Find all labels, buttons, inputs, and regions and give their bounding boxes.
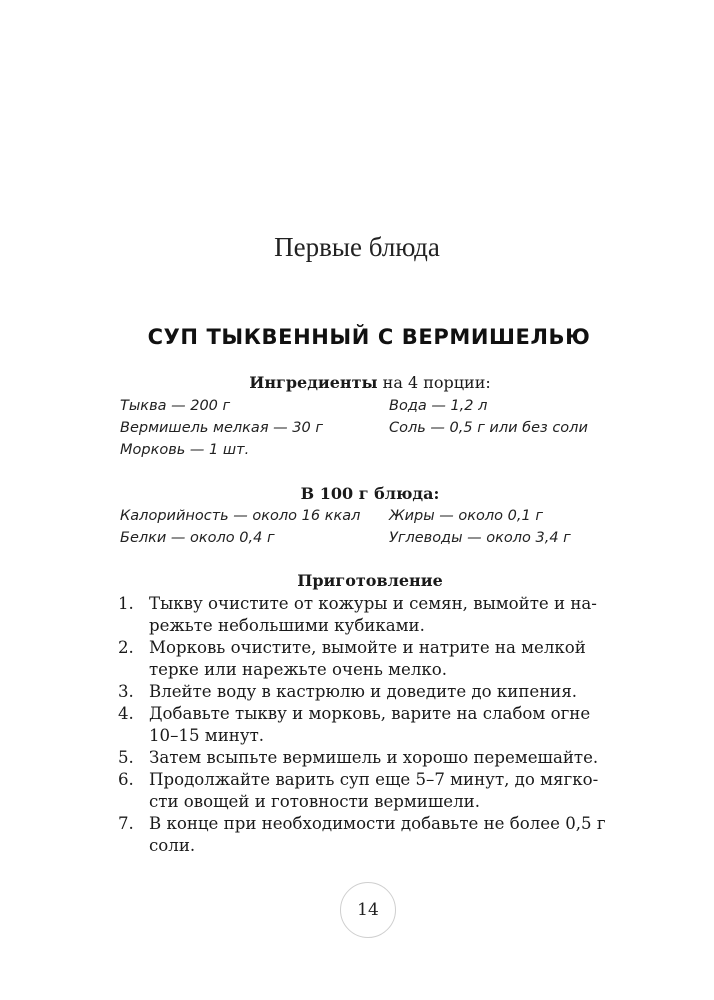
step-text: Добавьте тыкву и морковь, варите на слабом огне [149,704,591,723]
ingredient-item: Вермишель мелкая — 30 г [120,420,323,436]
ingredients-heading-line [0,373,714,392]
step-number: 1. [118,594,134,613]
step-text: Затем всыпьте вермишель и хорошо перемешайте. [149,748,599,767]
preparation-heading-line [0,571,714,590]
ingredient-item: Вода — 1,2 л [389,398,488,414]
step-text: 10–15 минут. [149,726,265,745]
step-item [118,637,618,681]
step-item [118,769,618,813]
step-text: Влейте воду в кастрюлю и доведите до кипения. [149,682,578,701]
step-number: 3. [118,682,134,701]
step-text: сти овощей и готовности вермишели. [149,792,480,811]
nutrition-item: Жиры — около 0,1 г [389,508,543,524]
page-number-text: 14 [357,900,379,920]
step-number: 5. [118,748,134,767]
ingredients-servings: на 4 порции: [382,373,491,392]
ingredients-heading: Ингредиенты [249,373,378,392]
section-title: Первые блюда [274,232,440,262]
step-text: Морковь очистите, вымойте и натрите на мелкой [149,638,586,657]
step-item [118,703,618,747]
ingredient-item: Соль — 0,5 г или без соли [389,420,588,436]
recipe-title: СУП ТЫКВЕННЫЙ С ВЕРМИШЕЛЬЮ [147,325,591,349]
step-number: 4. [118,704,134,723]
step-text: Продолжайте варить суп еще 5–7 минут, до мягко- [149,770,599,789]
preparation-steps [118,593,618,857]
nutrition-heading: В 100 г блюда: [300,484,440,503]
page-number [340,882,396,938]
ingredient-item: Тыква — 200 г [120,398,231,414]
step-item [118,593,618,637]
step-number: 7. [118,814,134,833]
step-item [118,681,618,703]
nutrition-heading-line [0,484,714,503]
step-text: соли. [149,836,196,855]
step-number: 6. [118,770,134,789]
step-number: 2. [118,638,134,657]
preparation-heading: Приготовление [297,571,443,590]
nutrition-item: Белки — около 0,4 г [120,530,275,546]
step-item [118,813,618,857]
nutrition-item: Калорийность — около 16 ккал [120,508,361,524]
step-text: режьте небольшими кубиками. [149,616,425,635]
step-text: терке или нарежьте очень мелко. [149,660,448,679]
ingredient-item: Морковь — 1 шт. [120,442,250,458]
step-text: В конце при необходимости добавьте не более 0,5 г [149,814,606,833]
nutrition-item: Углеводы — около 3,4 г [389,530,571,546]
step-text: Тыкву очистите от кожуры и семян, вымойте и на- [149,594,597,613]
step-item [118,747,618,769]
